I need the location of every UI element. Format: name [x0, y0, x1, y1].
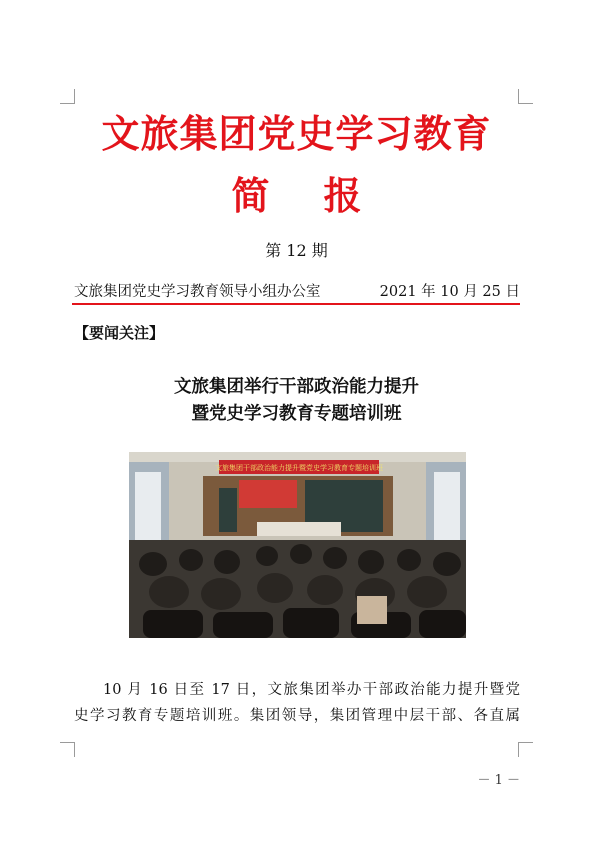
issue-date: 2021 年 10 月 25 日 [379, 284, 520, 300]
bulletin-title: 文旅集团党史学习教育 [101, 112, 492, 156]
bulletin-subtitle: 简报 [231, 174, 416, 218]
article-photo [129, 452, 466, 638]
corner-mark-top-right [518, 89, 533, 104]
photo-banner-text: 文旅集团干部政治能力提升暨党史学习教育专题培训班 [215, 464, 383, 472]
corner-mark-bottom-left [60, 742, 75, 757]
masthead-red-rule [72, 303, 520, 305]
issuing-organization: 文旅集团党史学习教育领导小组办公室 [74, 284, 321, 300]
masthead-info-row [74, 280, 520, 301]
corner-mark-bottom-right [518, 742, 533, 757]
page-number: － 1 － [477, 773, 520, 788]
issue-number: 第 12 期 [265, 241, 328, 260]
article-body-line-1: 10 月 16 日至 17 日，文旅集团举办干部政治能力提升暨党 [103, 682, 520, 698]
section-label: 【要闻关注】 [74, 324, 165, 342]
corner-mark-top-left [60, 89, 75, 104]
article-headline-line-2: 暨党史学习教育专题培训班 [191, 404, 402, 424]
article-headline-line-1: 文旅集团举行干部政治能力提升 [174, 377, 419, 397]
article-body-line-2: 史学习教育专题培训班。集团领导，集团管理中层干部、各直属 [74, 708, 520, 724]
